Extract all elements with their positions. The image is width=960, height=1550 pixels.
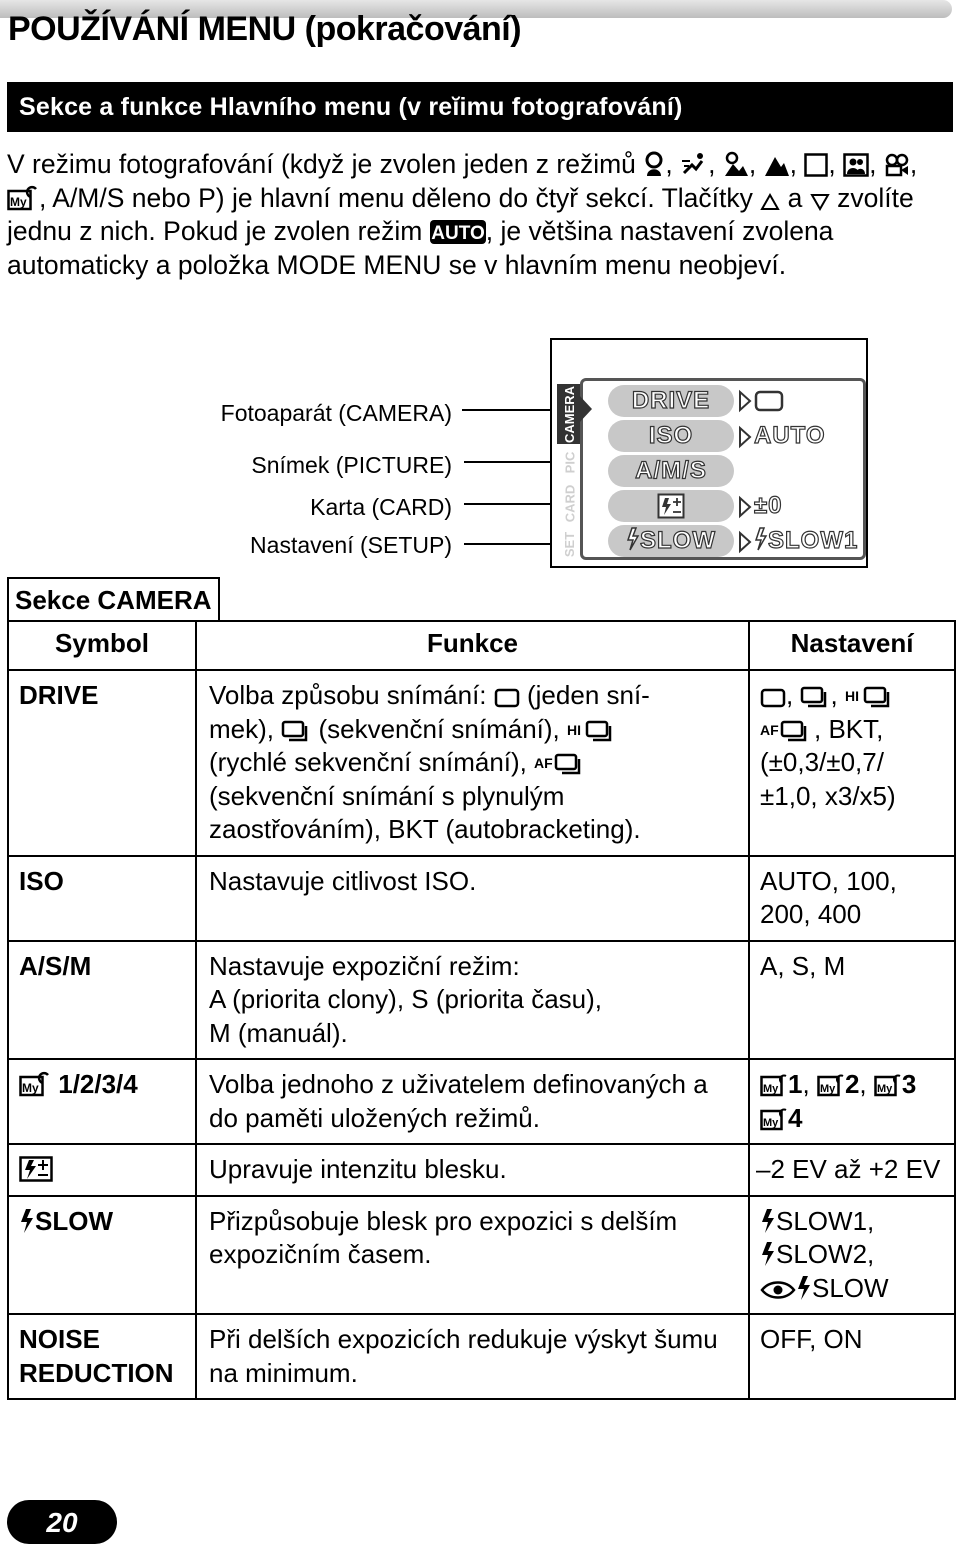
single-frame-icon <box>760 688 786 708</box>
svg-text:My: My <box>10 194 27 209</box>
col-nastaveni: Nastavení <box>749 621 955 670</box>
svg-text:AF: AF <box>534 755 553 771</box>
table-row <box>8 941 955 1060</box>
row-function: Nastavuje expoziční režim: A (priorita clony), S (priorita času), M (manuál). <box>196 941 749 1060</box>
row-setting: My 1, My 2, My 3 My 4 <box>749 1059 955 1144</box>
camera-section-table <box>7 620 956 1400</box>
label-card: Karta (CARD) <box>310 494 452 520</box>
my-mode-4-icon <box>760 1105 788 1131</box>
my-mode-3-icon <box>874 1071 902 1097</box>
tab-setup[interactable]: SET <box>562 531 578 557</box>
svg-text:HI: HI <box>844 688 859 704</box>
my-mode-2-icon <box>817 1071 845 1097</box>
row-function: Volba jednoho z uživatelem definovaných a do paměti uložených režimů. <box>196 1059 749 1144</box>
flash-icon <box>626 527 640 551</box>
row-setting: AUTO, 100, 200, 400 <box>749 856 955 941</box>
label-picture: Snímek (PICTURE) <box>251 452 452 478</box>
landscape-portrait-icon <box>723 151 749 177</box>
page-number: 20 <box>7 1500 117 1544</box>
row-setting: , , HI AF , BKT, (±0,3/±0,7/ ±1,0, x3/x5) <box>749 670 955 856</box>
row-setting: SLOW1, SLOW2, SLOW <box>749 1196 955 1315</box>
portrait-icon <box>643 151 665 177</box>
svg-text:My: My <box>763 1083 779 1095</box>
row-setting: –2 EV až +2 EV <box>749 1144 955 1196</box>
flash-intensity-icon <box>19 1156 53 1182</box>
page-title: POUŽÍVÁNÍ MENU (pokračování) <box>8 10 522 48</box>
row-symbol: NOISE REDUCTION <box>8 1314 196 1399</box>
high-speed-sequential-icon <box>845 686 895 708</box>
flash-icon <box>796 1275 812 1301</box>
row-function: Upravuje intenzitu blesku. <box>196 1144 749 1196</box>
my-mode-icon <box>19 1069 51 1097</box>
label-camera: Fotoaparát (CAMERA) <box>220 400 452 426</box>
svg-text:My: My <box>22 1081 39 1095</box>
down-arrow-icon <box>810 193 830 211</box>
tab-camera[interactable]: CAMERA <box>557 384 583 444</box>
row-function: Při delších expozicích redukuje výskyt šumu na minimum. <box>196 1314 749 1399</box>
pointer-icon <box>738 421 754 453</box>
my-mode-1-icon <box>760 1071 788 1097</box>
single-frame-icon <box>738 385 794 417</box>
menu-panel: DRIVE ISO AUTO A/M/S ±0 SLOW SLOW1 <box>580 378 866 560</box>
leader-lines <box>450 392 560 562</box>
high-speed-sequential-icon <box>567 720 617 742</box>
svg-text:My: My <box>819 1083 836 1095</box>
self-portrait-icon <box>843 153 869 177</box>
pointer-icon <box>738 526 754 558</box>
row-symbol: ISO <box>8 856 196 941</box>
svg-text:My: My <box>876 1083 893 1095</box>
section-label: Sekce CAMERA <box>7 577 220 621</box>
sequential-icon <box>281 720 311 742</box>
row-function: Volba způsobu snímání: (jeden sní- mek), (sekvenční snímání), HI (rychlé sekvenční snímání), AF (sekvenční snímání s plynulým zaostřováním), BKT (autobracketing). <box>196 670 749 856</box>
table-header-row <box>8 621 955 670</box>
row-setting: A, S, M <box>749 941 955 1060</box>
my-mode-icon <box>7 183 39 211</box>
flash-icon <box>19 1208 35 1234</box>
auto-mode-icon <box>430 220 486 244</box>
sequential-icon <box>800 686 830 708</box>
section-header: Sekce a funkce Hlavního menu (v reĭimu fotografování) <box>7 82 953 132</box>
active-tab-arrow-icon <box>578 394 592 424</box>
svg-text:HI: HI <box>567 721 582 738</box>
row-function: Nastavuje citlivost ISO. <box>196 856 749 941</box>
row-symbol: A/S/M <box>8 941 196 1060</box>
col-symbol: Symbol <box>8 621 196 670</box>
night-scene-icon <box>804 153 828 177</box>
row-symbol: DRIVE <box>8 670 196 856</box>
svg-text:AUTO: AUTO <box>431 223 485 244</box>
col-funkce: Funkce <box>196 621 749 670</box>
pointer-icon <box>738 491 754 523</box>
row-function: Přizpůsobuje blesk pro expozici s delším expozičním časem. <box>196 1196 749 1315</box>
camera-menu-screen <box>550 338 868 568</box>
up-arrow-icon <box>760 193 780 211</box>
row-symbol: My 1/2/3/4 <box>8 1059 196 1144</box>
tab-card[interactable]: CARD <box>562 484 578 522</box>
table-row <box>8 1314 955 1399</box>
table-row <box>8 856 955 941</box>
row-setting: OFF, ON <box>749 1314 955 1399</box>
tab-picture[interactable]: PIC <box>562 451 578 473</box>
row-symbol: SLOW <box>8 1196 196 1315</box>
table-row <box>8 1059 955 1144</box>
movie-icon <box>884 153 910 177</box>
flash-icon <box>754 527 768 551</box>
svg-text:My: My <box>763 1116 779 1129</box>
red-eye-icon <box>760 1279 796 1301</box>
af-sequential-icon <box>760 720 814 742</box>
flash-intensity-icon <box>657 493 685 519</box>
table-row <box>8 1144 955 1196</box>
row-symbol <box>8 1144 196 1196</box>
flash-icon <box>760 1208 776 1234</box>
sport-icon <box>680 151 708 177</box>
label-setup: Nastavení (SETUP) <box>250 532 452 558</box>
af-sequential-icon <box>534 753 588 775</box>
intro-paragraph: V režimu fotografování (když je zvolen jeden z režimů , , , , , , , My , A/M/S nebo P) je hlavní menu děleno do čtyř sekcí. Tlačítky a zvolíte jednu z nich. Pokud je zvolen režim AUTO , je většina nastavení zvolena automaticky a položka MODE MENU se v hlavním menu neobjeví. <box>7 149 918 280</box>
single-frame-icon <box>494 688 520 708</box>
flash-icon <box>760 1241 776 1267</box>
table-row <box>8 670 955 856</box>
table-row <box>8 1196 955 1315</box>
svg-text:AF: AF <box>760 721 779 738</box>
landscape-icon <box>764 153 790 177</box>
